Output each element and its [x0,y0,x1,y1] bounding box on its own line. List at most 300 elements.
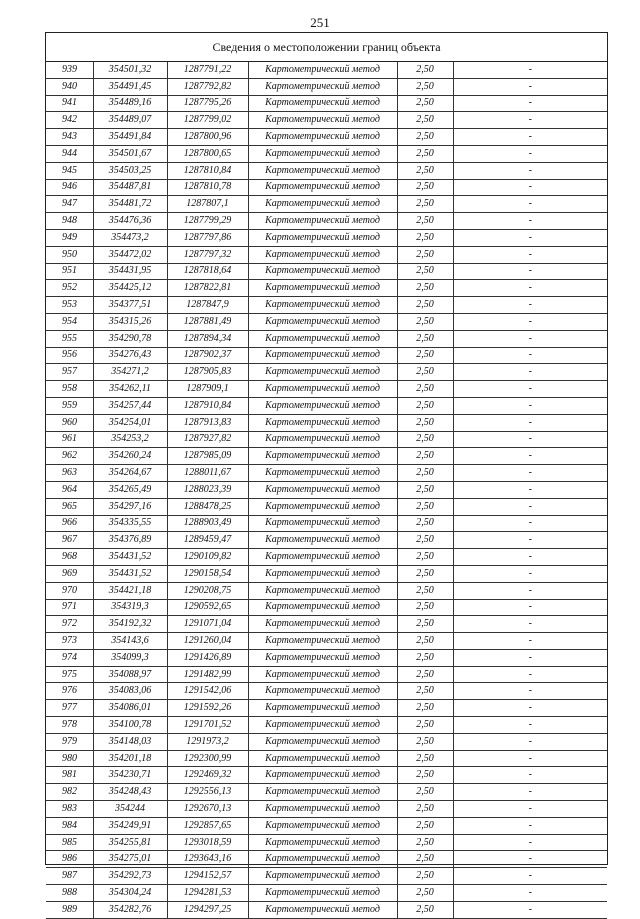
description-cell: - [453,162,607,179]
accuracy-cell: 2,50 [397,565,453,582]
y-coordinate-cell: 1291701,52 [167,717,248,734]
y-coordinate-cell: 1291260,04 [167,633,248,650]
description-cell: - [453,465,607,482]
method-cell: Картометрический метод [248,414,397,431]
method-cell: Картометрический метод [248,112,397,129]
x-coordinate-cell: 354192,32 [93,616,167,633]
y-coordinate-cell: 1287909,1 [167,381,248,398]
accuracy-cell: 2,50 [397,515,453,532]
x-coordinate-cell: 354476,36 [93,213,167,230]
description-cell: - [453,817,607,834]
table-row [46,817,607,834]
table-row [46,549,607,566]
table-row [46,683,607,700]
method-cell: Картометрический метод [248,179,397,196]
point-number-cell: 965 [46,498,93,515]
method-cell: Картометрический метод [248,229,397,246]
x-coordinate-cell: 354255,81 [93,834,167,851]
point-number-cell: 975 [46,666,93,683]
table-row [46,532,607,549]
y-coordinate-cell: 1288903,49 [167,515,248,532]
x-coordinate-cell: 354249,91 [93,817,167,834]
point-number-cell: 981 [46,767,93,784]
description-cell: - [453,330,607,347]
y-coordinate-cell: 1287792,82 [167,78,248,95]
table-row [46,229,607,246]
description-cell: - [453,297,607,314]
y-coordinate-cell: 1287810,84 [167,162,248,179]
table-row [46,112,607,129]
point-number-cell: 973 [46,633,93,650]
y-coordinate-cell: 1287905,83 [167,364,248,381]
table-row [46,62,607,78]
x-coordinate-cell: 354297,16 [93,498,167,515]
method-cell: Картометрический метод [248,347,397,364]
description-cell: - [453,700,607,717]
description-cell: - [453,683,607,700]
point-number-cell: 985 [46,834,93,851]
point-number-cell: 989 [46,901,93,918]
description-cell: - [453,649,607,666]
description-cell: - [453,313,607,330]
accuracy-cell: 2,50 [397,834,453,851]
table-row [46,834,607,851]
method-cell: Картометрический метод [248,313,397,330]
method-cell: Картометрический метод [248,213,397,230]
table-row [46,95,607,112]
table-row [46,498,607,515]
accuracy-cell: 2,50 [397,481,453,498]
table-row [46,901,607,918]
accuracy-cell: 2,50 [397,784,453,801]
point-number-cell: 943 [46,129,93,146]
x-coordinate-cell: 354503,25 [93,162,167,179]
method-cell: Картометрический метод [248,364,397,381]
table-row [46,515,607,532]
x-coordinate-cell: 354244 [93,801,167,818]
description-cell: - [453,801,607,818]
x-coordinate-cell: 354248,43 [93,784,167,801]
accuracy-cell: 2,50 [397,549,453,566]
x-coordinate-cell: 354253,2 [93,431,167,448]
method-cell: Картометрический метод [248,683,397,700]
x-coordinate-cell: 354315,26 [93,313,167,330]
accuracy-cell: 2,50 [397,633,453,650]
accuracy-cell: 2,50 [397,498,453,515]
description-cell: - [453,397,607,414]
method-cell: Картометрический метод [248,297,397,314]
coordinates-table [46,62,607,919]
y-coordinate-cell: 1292556,13 [167,784,248,801]
y-coordinate-cell: 1287810,78 [167,179,248,196]
description-cell: - [453,532,607,549]
method-cell: Картометрический метод [248,515,397,532]
point-number-cell: 954 [46,313,93,330]
method-cell: Картометрический метод [248,700,397,717]
y-coordinate-cell: 1292857,65 [167,817,248,834]
accuracy-cell: 2,50 [397,532,453,549]
point-number-cell: 944 [46,145,93,162]
table-row [46,129,607,146]
description-cell: - [453,666,607,683]
method-cell: Картометрический метод [248,162,397,179]
description-cell: - [453,213,607,230]
point-number-cell: 977 [46,700,93,717]
table-row [46,885,607,902]
description-cell: - [453,431,607,448]
accuracy-cell: 2,50 [397,448,453,465]
point-number-cell: 952 [46,280,93,297]
point-number-cell: 957 [46,364,93,381]
description-cell: - [453,95,607,112]
method-cell: Картометрический метод [248,280,397,297]
method-cell: Картометрический метод [248,616,397,633]
point-number-cell: 983 [46,801,93,818]
point-number-cell: 951 [46,263,93,280]
accuracy-cell: 2,50 [397,767,453,784]
accuracy-cell: 2,50 [397,599,453,616]
y-coordinate-cell: 1292300,99 [167,750,248,767]
point-number-cell: 966 [46,515,93,532]
point-number-cell: 959 [46,397,93,414]
point-number-cell: 947 [46,196,93,213]
point-number-cell: 950 [46,246,93,263]
coordinates-table-body [46,62,607,918]
point-number-cell: 956 [46,347,93,364]
y-coordinate-cell: 1287881,49 [167,313,248,330]
method-cell: Картометрический метод [248,465,397,482]
y-coordinate-cell: 1287847,9 [167,297,248,314]
page-number: 251 [310,15,330,30]
accuracy-cell: 2,50 [397,162,453,179]
y-coordinate-cell: 1287894,34 [167,330,248,347]
description-cell: - [453,717,607,734]
table-row [46,784,607,801]
table-row [46,767,607,784]
y-coordinate-cell: 1291426,89 [167,649,248,666]
x-coordinate-cell: 354473,2 [93,229,167,246]
table-row [46,448,607,465]
x-coordinate-cell: 354265,49 [93,481,167,498]
point-number-cell: 953 [46,297,93,314]
method-cell: Картометрический метод [248,448,397,465]
point-number-cell: 982 [46,784,93,801]
table-row [46,733,607,750]
x-coordinate-cell: 354491,45 [93,78,167,95]
table-row [46,481,607,498]
description-cell: - [453,448,607,465]
y-coordinate-cell: 1294152,57 [167,868,248,885]
x-coordinate-cell: 354083,06 [93,683,167,700]
x-coordinate-cell: 354254,01 [93,414,167,431]
point-number-cell: 955 [46,330,93,347]
accuracy-cell: 2,50 [397,801,453,818]
y-coordinate-cell: 1287902,37 [167,347,248,364]
y-coordinate-cell: 1287818,64 [167,263,248,280]
table-row [46,465,607,482]
point-number-cell: 946 [46,179,93,196]
table-row [46,213,607,230]
accuracy-cell: 2,50 [397,313,453,330]
table-row [46,565,607,582]
x-coordinate-cell: 354088,97 [93,666,167,683]
method-cell: Картометрический метод [248,196,397,213]
x-coordinate-cell: 354264,67 [93,465,167,482]
point-number-cell: 971 [46,599,93,616]
point-number-cell: 967 [46,532,93,549]
method-cell: Картометрический метод [248,62,397,78]
description-cell: - [453,229,607,246]
method-cell: Картометрический метод [248,532,397,549]
x-coordinate-cell: 354431,95 [93,263,167,280]
y-coordinate-cell: 1294281,53 [167,885,248,902]
y-coordinate-cell: 1293018,59 [167,834,248,851]
table-row [46,78,607,95]
method-cell: Картометрический метод [248,565,397,582]
table-row [46,616,607,633]
table-row [46,397,607,414]
x-coordinate-cell: 354481,72 [93,196,167,213]
table-row [46,280,607,297]
accuracy-cell: 2,50 [397,347,453,364]
description-cell: - [453,364,607,381]
description-cell: - [453,599,607,616]
accuracy-cell: 2,50 [397,263,453,280]
table-row [46,649,607,666]
description-cell: - [453,633,607,650]
method-cell: Картометрический метод [248,582,397,599]
method-cell: Картометрический метод [248,717,397,734]
accuracy-cell: 2,50 [397,381,453,398]
table-row [46,868,607,885]
x-coordinate-cell: 354148,03 [93,733,167,750]
accuracy-cell: 2,50 [397,330,453,347]
method-cell: Картометрический метод [248,95,397,112]
method-cell: Картометрический метод [248,750,397,767]
y-coordinate-cell: 1287799,02 [167,112,248,129]
boundary-table-frame [45,32,608,915]
accuracy-cell: 2,50 [397,414,453,431]
point-number-cell: 984 [46,817,93,834]
accuracy-cell: 2,50 [397,196,453,213]
table-row [46,599,607,616]
x-coordinate-cell: 354304,24 [93,885,167,902]
y-coordinate-cell: 1288011,67 [167,465,248,482]
y-coordinate-cell: 1287795,26 [167,95,248,112]
table-row [46,297,607,314]
point-number-cell: 958 [46,381,93,398]
table-row [46,364,607,381]
method-cell: Картометрический метод [248,851,397,868]
table-row [46,666,607,683]
table-row [46,246,607,263]
point-number-cell: 940 [46,78,93,95]
point-number-cell: 976 [46,683,93,700]
x-coordinate-cell: 354487,81 [93,179,167,196]
accuracy-cell: 2,50 [397,851,453,868]
x-coordinate-cell: 354271,2 [93,364,167,381]
accuracy-cell: 2,50 [397,397,453,414]
description-cell: - [453,750,607,767]
x-coordinate-cell: 354489,07 [93,112,167,129]
x-coordinate-cell: 354425,12 [93,280,167,297]
x-coordinate-cell: 354275,01 [93,851,167,868]
accuracy-cell: 2,50 [397,62,453,78]
y-coordinate-cell: 1289459,47 [167,532,248,549]
description-cell: - [453,347,607,364]
y-coordinate-cell: 1287797,32 [167,246,248,263]
description-cell: - [453,481,607,498]
table-row [46,633,607,650]
section-title: Сведения о местоположении границ объекта [46,33,607,62]
x-coordinate-cell: 354491,84 [93,129,167,146]
method-cell: Картометрический метод [248,381,397,398]
accuracy-cell: 2,50 [397,666,453,683]
y-coordinate-cell: 1287913,83 [167,414,248,431]
method-cell: Картометрический метод [248,549,397,566]
y-coordinate-cell: 1293643,16 [167,851,248,868]
method-cell: Картометрический метод [248,834,397,851]
accuracy-cell: 2,50 [397,683,453,700]
point-number-cell: 945 [46,162,93,179]
y-coordinate-cell: 1288023,39 [167,481,248,498]
description-cell: - [453,565,607,582]
table-row [46,196,607,213]
table-row [46,801,607,818]
method-cell: Картометрический метод [248,817,397,834]
description-cell: - [453,62,607,78]
y-coordinate-cell: 1291592,26 [167,700,248,717]
method-cell: Картометрический метод [248,767,397,784]
table-row [46,313,607,330]
accuracy-cell: 2,50 [397,885,453,902]
description-cell: - [453,263,607,280]
point-number-cell: 939 [46,62,93,78]
y-coordinate-cell: 1288478,25 [167,498,248,515]
point-number-cell: 941 [46,95,93,112]
table-row [46,179,607,196]
table-row [46,851,607,868]
description-cell: - [453,885,607,902]
table-row [46,700,607,717]
y-coordinate-cell: 1287822,81 [167,280,248,297]
y-coordinate-cell: 1291542,06 [167,683,248,700]
table-row [46,330,607,347]
x-coordinate-cell: 354319,3 [93,599,167,616]
description-cell: - [453,280,607,297]
description-cell: - [453,498,607,515]
method-cell: Картометрический метод [248,901,397,918]
x-coordinate-cell: 354100,78 [93,717,167,734]
x-coordinate-cell: 354421,18 [93,582,167,599]
description-cell: - [453,767,607,784]
method-cell: Картометрический метод [248,633,397,650]
point-number-cell: 986 [46,851,93,868]
x-coordinate-cell: 354086,01 [93,700,167,717]
y-coordinate-cell: 1287791,22 [167,62,248,78]
x-coordinate-cell: 354376,89 [93,532,167,549]
table-row [46,431,607,448]
x-coordinate-cell: 354230,71 [93,767,167,784]
x-coordinate-cell: 354257,44 [93,397,167,414]
accuracy-cell: 2,50 [397,750,453,767]
accuracy-cell: 2,50 [397,229,453,246]
x-coordinate-cell: 354431,52 [93,565,167,582]
accuracy-cell: 2,50 [397,129,453,146]
point-number-cell: 963 [46,465,93,482]
description-cell: - [453,901,607,918]
x-coordinate-cell: 354501,67 [93,145,167,162]
y-coordinate-cell: 1294297,25 [167,901,248,918]
accuracy-cell: 2,50 [397,364,453,381]
method-cell: Картометрический метод [248,263,397,280]
point-number-cell: 987 [46,868,93,885]
accuracy-cell: 2,50 [397,145,453,162]
table-row [46,414,607,431]
description-cell: - [453,145,607,162]
x-coordinate-cell: 354335,55 [93,515,167,532]
x-coordinate-cell: 354276,43 [93,347,167,364]
description-cell: - [453,129,607,146]
accuracy-cell: 2,50 [397,465,453,482]
accuracy-cell: 2,50 [397,246,453,263]
method-cell: Картометрический метод [248,868,397,885]
y-coordinate-cell: 1290109,82 [167,549,248,566]
x-coordinate-cell: 354099,3 [93,649,167,666]
description-cell: - [453,733,607,750]
point-number-cell: 948 [46,213,93,230]
point-number-cell: 972 [46,616,93,633]
point-number-cell: 974 [46,649,93,666]
accuracy-cell: 2,50 [397,582,453,599]
method-cell: Картометрический метод [248,78,397,95]
y-coordinate-cell: 1292469,32 [167,767,248,784]
method-cell: Картометрический метод [248,431,397,448]
description-cell: - [453,179,607,196]
accuracy-cell: 2,50 [397,179,453,196]
y-coordinate-cell: 1287800,65 [167,145,248,162]
description-cell: - [453,549,607,566]
table-row [46,582,607,599]
point-number-cell: 960 [46,414,93,431]
y-coordinate-cell: 1291071,04 [167,616,248,633]
x-coordinate-cell: 354431,52 [93,549,167,566]
description-cell: - [453,582,607,599]
x-coordinate-cell: 354377,51 [93,297,167,314]
y-coordinate-cell: 1287800,96 [167,129,248,146]
table-row [46,145,607,162]
description-cell: - [453,784,607,801]
point-number-cell: 961 [46,431,93,448]
description-cell: - [453,78,607,95]
accuracy-cell: 2,50 [397,78,453,95]
method-cell: Картометрический метод [248,801,397,818]
x-coordinate-cell: 354201,18 [93,750,167,767]
accuracy-cell: 2,50 [397,297,453,314]
x-coordinate-cell: 354489,16 [93,95,167,112]
method-cell: Картометрический метод [248,599,397,616]
accuracy-cell: 2,50 [397,280,453,297]
y-coordinate-cell: 1287927,82 [167,431,248,448]
point-number-cell: 949 [46,229,93,246]
table-row [46,717,607,734]
y-coordinate-cell: 1287799,29 [167,213,248,230]
y-coordinate-cell: 1290208,75 [167,582,248,599]
accuracy-cell: 2,50 [397,817,453,834]
method-cell: Картометрический метод [248,885,397,902]
accuracy-cell: 2,50 [397,95,453,112]
table-row [46,381,607,398]
